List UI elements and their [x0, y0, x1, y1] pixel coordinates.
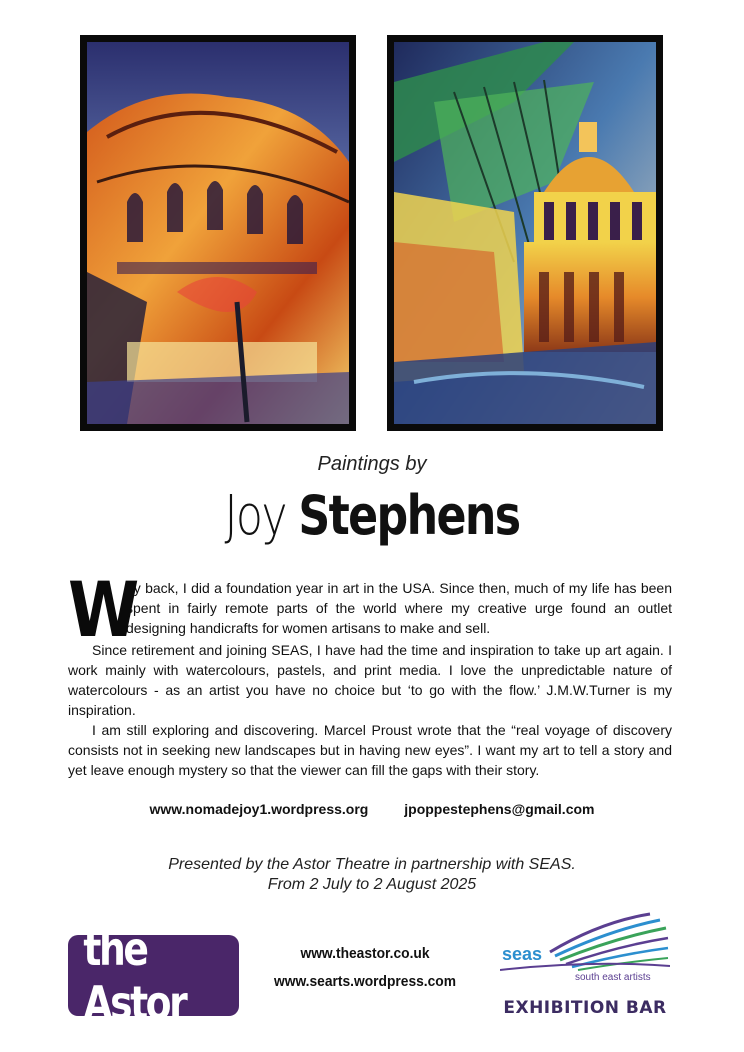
presented-by: [0, 855, 744, 895]
footer-links: [250, 940, 480, 996]
artist-last-name: Stephens: [298, 484, 520, 547]
astor-logo: [68, 921, 239, 1030]
painting-st-pauls-cathedral: [394, 42, 656, 424]
painting-left-frame: [80, 35, 356, 431]
drop-cap: W: [68, 565, 140, 654]
bio-paragraph-3: I am still exploring and discovering. Marcel Proust wrote that the “real voyage of discovery consists not in seeking new landscapes but in having new eyes”. I want my art to tell a story and yet leave enough mystery so that the viewer can fill the gaps with their story.: [68, 722, 672, 778]
seas-subtitle: south east artists: [575, 972, 651, 983]
seas-wordmark: seas: [502, 944, 543, 964]
presented-line-1: Presented by the Astor Theatre in partnership with SEAS.: [168, 856, 576, 873]
artist-name: [67, 476, 677, 556]
astor-website-link[interactable]: www.theastor.co.uk: [300, 945, 430, 962]
bio-paragraph-1-text: ay back, I did a foundation year in art in the USA. Since then, much of my life has been spent in fairly remote parts of the world where my creative urge found an outlet designing handicrafts for women artisans to make and sell.: [126, 580, 672, 636]
exhibition-bar-title: EXHIBITION BAR: [503, 998, 667, 1018]
astor-logo-text: the Astor: [83, 921, 186, 1030]
contact-info: [0, 801, 744, 817]
bio-paragraph-2: Since retirement and joining SEAS, I have had the time and inspiration to take up art again. I work mainly with watercolours, pastels, and print media. I love the unpredictable nature of watercolours - as an artist you have no choice but ‘to go with the flow.’ J.M.W.Turner is my inspiration.: [68, 642, 672, 718]
seas-website-link[interactable]: www.searts.wordpress.com: [273, 973, 457, 990]
painting-right-frame: [387, 35, 663, 431]
artist-bio: [68, 565, 672, 780]
painting-royal-albert-hall: [87, 42, 349, 424]
exhibition-dates: From 2 July to 2 August 2025: [267, 876, 477, 893]
artist-first-name: Joy: [224, 484, 286, 547]
bio-paragraph-1: [68, 565, 672, 654]
email-link[interactable]: jpoppestephens@gmail.com: [404, 801, 595, 817]
website-link[interactable]: www.nomadejoy1.wordpress.org: [149, 801, 369, 817]
paintings-by-subtitle: Paintings by: [317, 453, 427, 475]
